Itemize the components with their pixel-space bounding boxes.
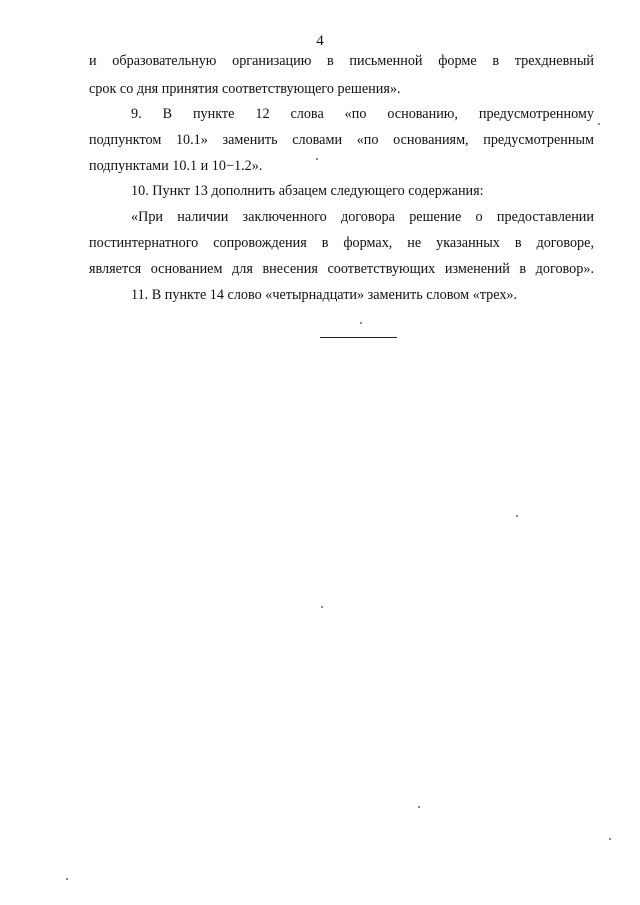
scan-speck [598, 123, 600, 125]
paragraph-10-line-1: 10. Пункт 13 дополнить абзацем следующего содержания: [131, 183, 484, 199]
quote-line-1: «При наличии заключенного договора решение о предоставлении [131, 209, 594, 225]
scan-speck [609, 838, 611, 840]
paragraph-11-line-1: 11. В пункте 14 слово «четырнадцати» заменить словом «трех». [131, 287, 518, 303]
scan-speck [360, 322, 362, 324]
end-of-document-rule [320, 337, 397, 338]
scan-speck [316, 158, 318, 160]
paragraph-9-line-1: 9. В пункте 12 слова «по основанию, предусмотренному [131, 106, 594, 122]
paragraph-9-line-3: подпунктами 10.1 и 10−1.2». [89, 158, 263, 174]
quote-line-2: постинтернатного сопровождения в формах, не указанных в договоре, [89, 235, 594, 251]
quote-line-3: является основанием для внесения соответствующих изменений в договор». [89, 261, 594, 277]
scan-speck [321, 606, 323, 608]
scan-speck [516, 515, 518, 517]
paragraph-9-line-2: подпунктом 10.1» заменить словами «по основаниям, предусмотренным [89, 132, 594, 148]
scan-speck [66, 878, 68, 880]
paragraph-1-line-1: и образовательную организацию в письменной форме в трехдневный [89, 53, 594, 69]
scan-speck [418, 806, 420, 808]
paragraph-1-line-2: срок со дня принятия соответствующего решения». [89, 81, 401, 97]
page-number: 4 [316, 33, 324, 49]
